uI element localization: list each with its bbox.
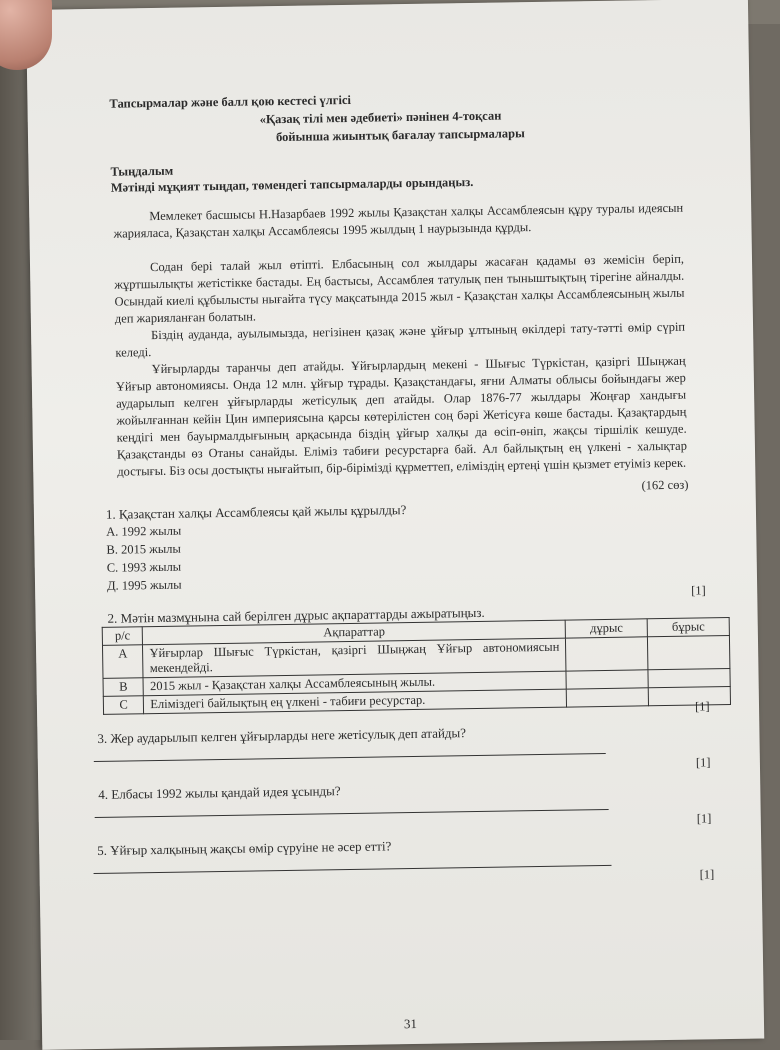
option-d: Д. 1995 жылы bbox=[106, 577, 182, 593]
mark-q1: [1] bbox=[691, 583, 706, 598]
mark-q3: [1] bbox=[695, 755, 711, 770]
text-paragraph-3: Біздің ауданда, ауылымызда, негізінен қазақ және ұйғыр ұлтының өкілдері тату-тәтті өмір сүріп келеді. bbox=[115, 319, 686, 360]
answer-line-5[interactable] bbox=[94, 865, 612, 874]
question-2: 2. Мәтін мазмұнына сай берілген дұрыс ақпараттарды ажыратыңыз. bbox=[107, 604, 485, 626]
page-number: 31 bbox=[403, 1015, 418, 1032]
header-false: бұрыс bbox=[647, 618, 729, 637]
option-c: С. 1993 жылы bbox=[106, 559, 182, 575]
question-5: 5. Ұйғыр халқының жақсы өмір сүруіне не әсер етті? bbox=[97, 838, 392, 858]
header-true: дұрыс bbox=[565, 619, 647, 638]
option-b: В. 2015 жылы bbox=[106, 541, 181, 557]
row-id: В bbox=[103, 678, 144, 697]
answer-line-4[interactable] bbox=[95, 809, 609, 818]
section-title: Тыңдалым bbox=[110, 163, 174, 179]
header-line-1: Тапсырмалар және балл қою кестесі үлгісі bbox=[109, 92, 352, 111]
option-a: А. 1992 жылы bbox=[106, 523, 182, 539]
text-paragraph-2: Содан бері талай жыл өтіпті. Елбасының сол жылдары жасаған қадамы өз жемісін беріп, жұртшылықты жетістікке бастады. Ең бастысы, Ассамблея татулық пен тыныштықтың тірегіне айналды. Осындай киелі құбылысты нығайта түсу мақсатында 2015 жыл - Қазақстан халқы Ассамблеясының жылы деп жарияланған болатын. bbox=[114, 251, 685, 326]
false-answer-cell[interactable] bbox=[648, 669, 730, 688]
header-line-2: «Қазақ тілі мен әдебиеті» пәнінен 4-тоқсан bbox=[259, 108, 502, 127]
false-answer-cell[interactable] bbox=[648, 687, 730, 706]
document-page bbox=[26, 0, 764, 1050]
text-paragraph-4: Ұйғырларды таранчы деп атайды. Ұйғырлардың мекені - Шығыс Түркістан, қазіргі Шыңжаң Ұйғыр автономиясы. Онда 12 млн. ұйғыр тұрады. Қазақстандағы, яғни Алматы облысы бойындағы жер аударылып келген ұйғырларды жетісулық деп атайды. Олар 1876-77 жылдары Жоңғар хандығы жойылғаннан кейін Цин империясына қарсы көтерілістен соң бәрі Жетісуға көше бастады. Қазақтардың кеңдігі мен бауырмалдығының арқасында біздің ұйғыр халқы да өсіп-өніп, жақсы тіршілік кешуде. Қазақстанды өз Отаны санайды. Еліміз табиғи ресурстарға бай. Ал байлықтың ең үлкені - халықтар достығы. Біз осы достықты нығайтып, бір-бірімізді құрметтеп, еліміздің ертеңі үшін қызмет етуіміз керек. bbox=[115, 353, 688, 479]
row-statement: Еліміздегі байлықтың ең үлкені - табиғи ресурстар. bbox=[144, 689, 567, 714]
true-answer-cell[interactable] bbox=[566, 670, 648, 689]
mark-q2: [1] bbox=[694, 699, 710, 714]
true-answer-cell[interactable] bbox=[566, 637, 648, 671]
mark-q4: [1] bbox=[696, 811, 712, 826]
word-count: (162 сөз) bbox=[641, 477, 689, 493]
text-paragraph-1: Мемлекет басшысы Н.Назарбаев 1992 жылы Қазақстан халқы Ассамблеясын құру туралы идеясын жариялаcа, Қазақстан халқы Ассамблеясы 1995 жылдың 1 наурызында құрды. bbox=[113, 200, 684, 241]
false-answer-cell[interactable] bbox=[648, 636, 730, 670]
section-instruction: Мәтінді мұқият тыңдап, төмендегі тапсырмаларды орындаңыз. bbox=[110, 174, 474, 195]
header-information: Ақпараттар bbox=[143, 620, 566, 645]
row-id: А bbox=[102, 645, 143, 679]
mark-q5: [1] bbox=[699, 867, 715, 882]
header-number: р/с bbox=[102, 627, 143, 646]
row-statement: Ұйғырлар Шығыс Түркістан, қазіргі Шыңжаң Ұйғыр автономиясын мекендейді. bbox=[143, 638, 566, 678]
question-3: 3. Жер аударылып келген ұйғырларды неге жетісулық деп атайды? bbox=[97, 725, 467, 746]
header-line-3: бойынша жиынтық бағалау тапсырмалары bbox=[275, 126, 525, 145]
true-answer-cell[interactable] bbox=[567, 688, 649, 707]
row-id: С bbox=[103, 696, 144, 715]
answer-line-3[interactable] bbox=[94, 753, 606, 762]
true-false-table bbox=[102, 617, 731, 715]
row-statement: 2015 жыл - Қазақстан халқы Ассамблеясының жылы. bbox=[143, 671, 566, 696]
question-1: 1. Қазақстан халқы Ассамблеясы қай жылы құрылды? bbox=[105, 502, 407, 522]
question-4: 4. Елбасы 1992 жылы қандай идея ұсынды? bbox=[98, 783, 341, 802]
